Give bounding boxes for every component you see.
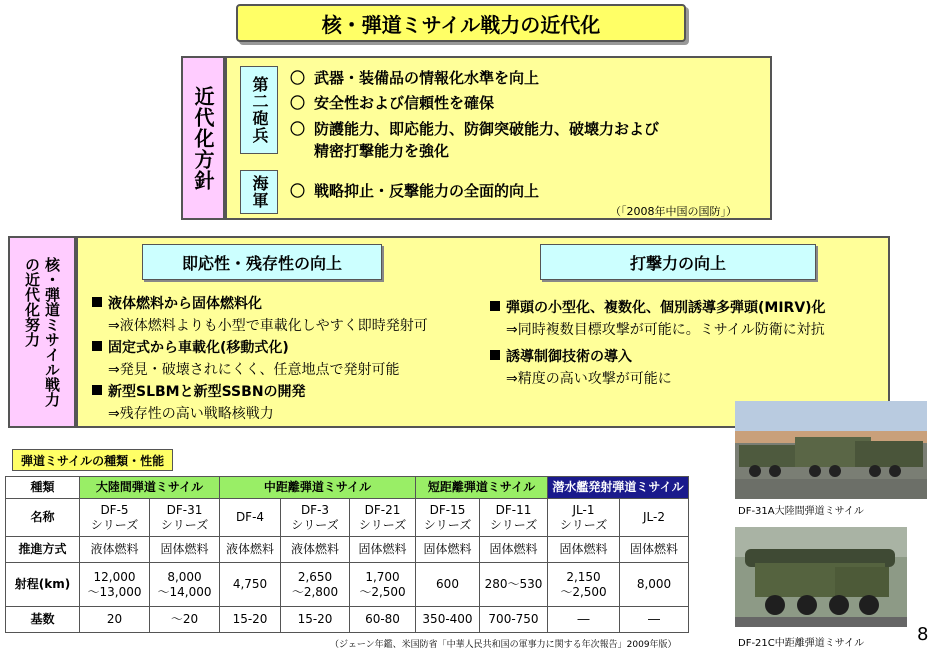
missile-name: DF-15 xyxy=(429,502,466,517)
missile-name: DF-5 xyxy=(100,502,129,517)
policy-item-continued: 精密打撃能力を強化 xyxy=(314,142,450,160)
group-header-irbm: 中距離弾道ミサイル xyxy=(220,477,416,499)
missile-table xyxy=(5,476,689,633)
table-cell xyxy=(416,563,480,607)
table-cell xyxy=(80,499,150,537)
policy-item-text: 防護能力、即応能力、防御突破能力、破壊力および xyxy=(314,120,660,138)
table-cell: 15-20 xyxy=(281,607,350,633)
policy-item xyxy=(290,92,494,113)
table-title: 弾道ミサイルの種類・性能 xyxy=(12,449,173,471)
page-title: 核・弾道ミサイル戦力の近代化 xyxy=(236,4,686,42)
range-value-max: ～2,500 xyxy=(359,584,406,599)
photo-df31a xyxy=(735,401,927,499)
table-cell: 固体燃料 xyxy=(150,537,220,563)
policy-item-navy xyxy=(290,180,539,201)
square-bullet-icon xyxy=(490,301,500,311)
table-cell: ― xyxy=(548,607,620,633)
range-value: 4,750 xyxy=(232,577,268,591)
unit-second-artillery-label xyxy=(240,66,278,154)
range-value-max: ～2,800 xyxy=(291,584,339,599)
table-cell xyxy=(480,563,548,607)
efforts-header-strike: 打撃力の向上 xyxy=(540,244,816,280)
missile-series: シリーズ xyxy=(489,517,538,532)
table-cell: ～20 xyxy=(150,607,220,633)
table-row-count xyxy=(6,607,689,633)
effort-item xyxy=(490,297,826,317)
policy-item-text: 戦略抑止・反撃能力の全面的向上 xyxy=(314,182,540,200)
table-cell: 固体燃料 xyxy=(480,537,548,563)
missile-name: DF-31 xyxy=(166,502,203,517)
policy-item-text: 武器・装備品の情報化水準を向上 xyxy=(314,69,540,87)
photo-caption-df31a: DF-31A大陸間弾道ミサイル xyxy=(738,506,864,517)
group-header-slbm: 潜水艦発射弾道ミサイル xyxy=(548,477,689,499)
table-cell xyxy=(350,499,416,537)
policy-label xyxy=(181,56,225,220)
table-row-range xyxy=(6,563,689,607)
range-value: 2,150 xyxy=(566,569,601,584)
effort-item-text: 固定式から車載化(移動式化) xyxy=(108,340,289,356)
range-value: 600 xyxy=(436,577,459,591)
table-cell: 固体燃料 xyxy=(620,537,689,563)
missile-series: シリーズ xyxy=(358,517,407,532)
efforts-label-col1: 核・弾道ミサイル戦力 xyxy=(43,257,61,407)
table-cell xyxy=(281,499,350,537)
range-value: 8,000 xyxy=(636,577,672,591)
row-header-range: 射程(km) xyxy=(6,563,80,607)
table-cell: 350-400 xyxy=(416,607,480,633)
policy-label-text: 近代化方針 xyxy=(191,85,215,191)
table-cell xyxy=(220,499,281,537)
missile-name: JL-1 xyxy=(572,502,595,517)
table-cell: 固体燃料 xyxy=(350,537,416,563)
table-cell: 60-80 xyxy=(350,607,416,633)
row-header-count: 基数 xyxy=(6,607,80,633)
table-cell: 固体燃料 xyxy=(548,537,620,563)
range-value: 8,000 xyxy=(167,569,202,584)
table-cell xyxy=(150,563,220,607)
effort-item-text: 液体燃料から固体燃料化 xyxy=(108,296,262,312)
table-row-name xyxy=(6,499,689,537)
table-cell: 固体燃料 xyxy=(416,537,480,563)
effort-item xyxy=(490,346,632,366)
missile-name: DF-21 xyxy=(364,502,401,517)
table-cell xyxy=(281,563,350,607)
table-row-propulsion xyxy=(6,537,689,563)
policy-item xyxy=(290,67,539,88)
photo-df31a-image xyxy=(735,401,927,499)
table-cell: 700-750 xyxy=(480,607,548,633)
effort-item-sub: ⇒同時複数目標攻撃が可能に。ミサイル防衛に対抗 xyxy=(506,322,825,338)
table-source: （ジェーン年鑑、米国防省「中華人民共和国の軍事力に関する年次報告」2009年版） xyxy=(330,640,677,650)
unit-second-artillery-text: 第二砲兵 xyxy=(250,76,269,144)
table-cell xyxy=(416,499,480,537)
missile-name: DF-4 xyxy=(235,510,265,524)
table-cell: 20 xyxy=(80,607,150,633)
missile-series: シリーズ xyxy=(423,517,472,532)
policy-item-text: 安全性および信頼性を確保 xyxy=(314,94,495,112)
table-cell xyxy=(80,563,150,607)
missile-series: シリーズ xyxy=(90,517,139,532)
effort-item-sub: ⇒精度の高い攻撃が可能に xyxy=(506,371,672,387)
row-header-propulsion: 推進方式 xyxy=(6,537,80,563)
table-cell: 液体燃料 xyxy=(80,537,150,563)
circle-bullet-icon: 〇 xyxy=(290,120,306,138)
table-cell: 液体燃料 xyxy=(281,537,350,563)
unit-navy-text: 海軍 xyxy=(250,175,269,209)
efforts-label-col2: の近代化努力 xyxy=(23,257,41,347)
square-bullet-icon xyxy=(92,341,102,351)
range-value-max: ～13,000 xyxy=(87,584,142,599)
row-header-type: 種類 xyxy=(6,477,80,499)
effort-item-sub: ⇒発見・破壊されにくく、任意地点で発射可能 xyxy=(108,362,400,378)
effort-item xyxy=(92,337,289,357)
efforts-header-readiness: 即応性・残存性の向上 xyxy=(142,244,382,280)
square-bullet-icon xyxy=(92,385,102,395)
group-header-icbm: 大陸間弾道ミサイル xyxy=(80,477,220,499)
effort-item xyxy=(92,381,306,401)
photo-df21c-image xyxy=(735,527,907,627)
range-value: 2,650 xyxy=(297,569,333,584)
effort-item-text: 新型SLBMと新型SSBNの開発 xyxy=(108,384,306,400)
missile-series: シリーズ xyxy=(559,517,608,532)
policy-item xyxy=(290,118,659,139)
table-cell: 液体燃料 xyxy=(220,537,281,563)
efforts-label xyxy=(8,236,76,428)
missile-name: JL-2 xyxy=(643,510,665,524)
missile-name: DF-3 xyxy=(300,502,330,517)
table-cell: ― xyxy=(620,607,689,633)
table-cell xyxy=(620,563,689,607)
table-cell xyxy=(150,499,220,537)
effort-item-text: 誘導制御技術の導入 xyxy=(506,349,632,365)
missile-series: シリーズ xyxy=(160,517,209,532)
table-cell xyxy=(548,499,620,537)
unit-navy-label xyxy=(240,170,278,214)
row-header-name: 名称 xyxy=(6,499,80,537)
table-cell xyxy=(548,563,620,607)
range-value-max: ～14,000 xyxy=(157,584,212,599)
effort-item-text: 弾頭の小型化、複数化、個別誘導多弾頭(MIRV)化 xyxy=(506,300,826,316)
table-cell xyxy=(620,499,689,537)
square-bullet-icon xyxy=(490,350,500,360)
table-cell xyxy=(220,563,281,607)
range-value: 280～530 xyxy=(484,577,543,591)
effort-item-sub: ⇒残存性の高い戦略核戦力 xyxy=(108,406,274,422)
range-value-max: ～2,500 xyxy=(560,584,607,599)
photo-df21c xyxy=(735,527,907,627)
circle-bullet-icon: 〇 xyxy=(290,69,306,87)
photo-caption-df21c: DF-21C中距離弾道ミサイル xyxy=(738,638,865,649)
circle-bullet-icon: 〇 xyxy=(290,182,306,200)
page-number: 8 xyxy=(917,624,929,645)
circle-bullet-icon: 〇 xyxy=(290,94,306,112)
square-bullet-icon xyxy=(92,297,102,307)
range-value: 12,000 xyxy=(93,569,136,584)
table-cell xyxy=(480,499,548,537)
group-header-srbm: 短距離弾道ミサイル xyxy=(416,477,548,499)
range-value: 1,700 xyxy=(365,569,400,584)
effort-item-sub: ⇒液体燃料よりも小型で車載化しやすく即時発射可 xyxy=(108,318,428,334)
missile-name: DF-11 xyxy=(495,502,532,517)
table-cell xyxy=(350,563,416,607)
policy-source: （「2008年中国の国防」） xyxy=(610,205,737,218)
table-row-type xyxy=(6,477,689,499)
missile-series: シリーズ xyxy=(291,517,339,532)
effort-item xyxy=(92,293,262,313)
table-cell: 15-20 xyxy=(220,607,281,633)
